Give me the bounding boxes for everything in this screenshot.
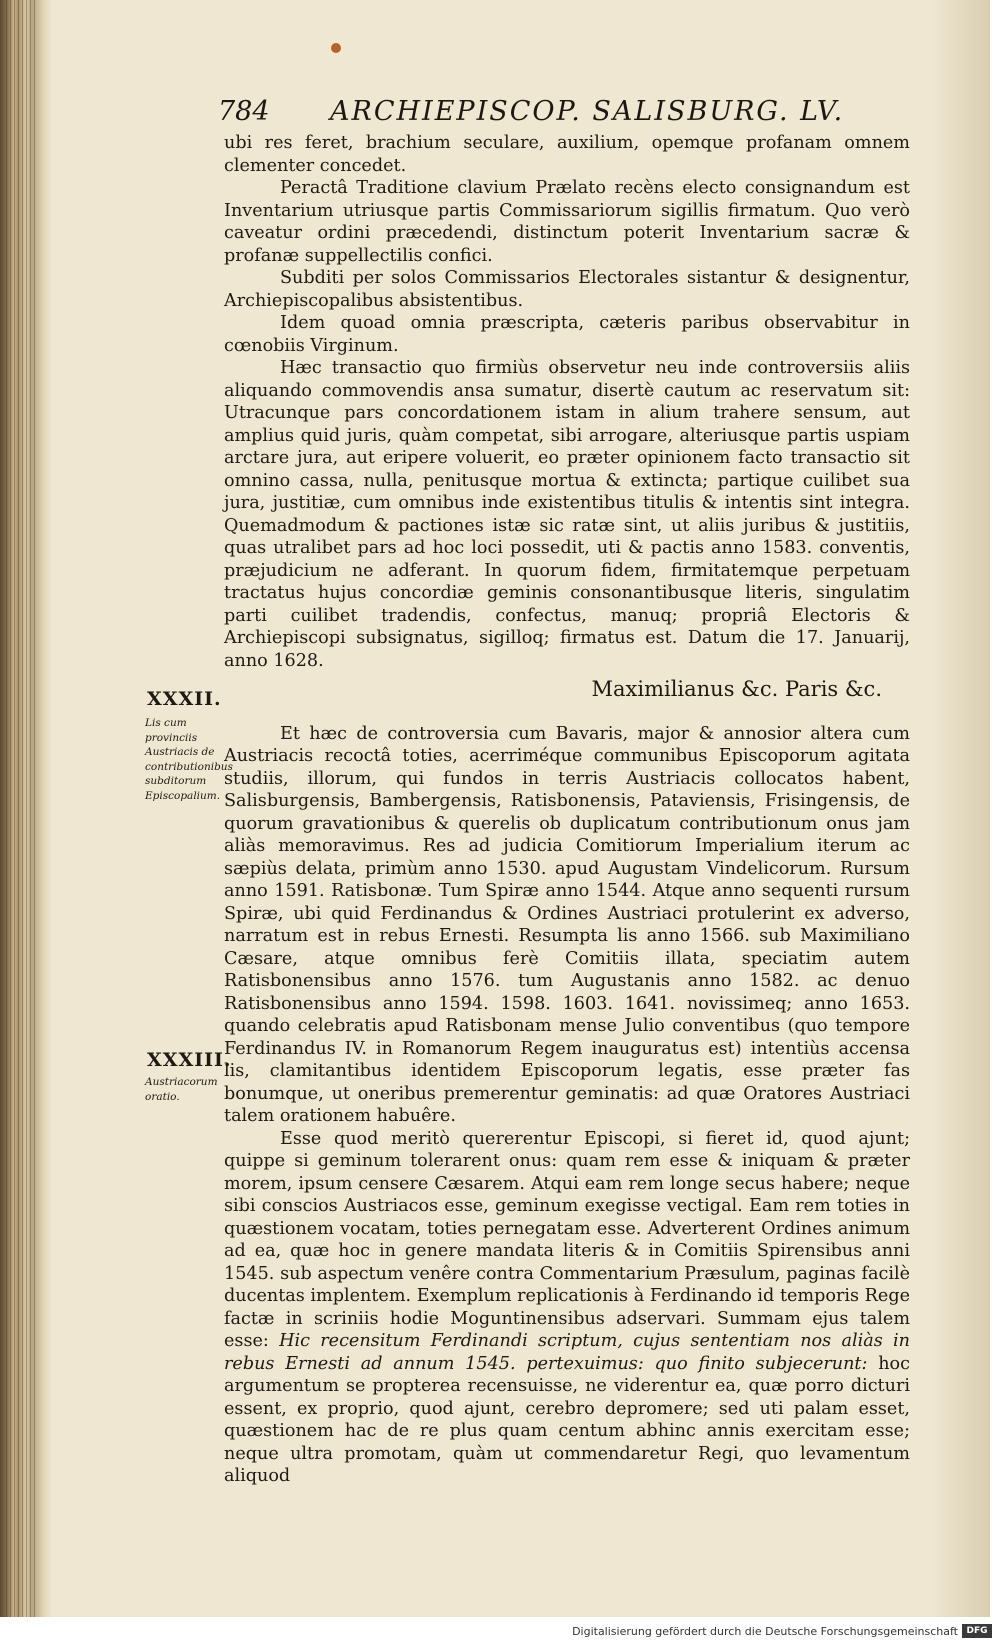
margin-note-32: Lis cum provinciis Austriacis de contributionibus subditorum Episcopalium. (145, 717, 233, 802)
running-head: ARCHIEPISCOP. SALISBURG. LV. (330, 96, 845, 127)
digitization-credit: Digitalisierung gefördert durch die Deutsche Forschungsgemeinschaft (572, 1625, 958, 1638)
section-number-33: XXXIII. (147, 1049, 232, 1071)
paragraph: Subditi per solos Commissarios Electorales sistantur & designentur, Archiepiscopalibus absistentibus. (224, 268, 910, 311)
footer-bar (0, 1620, 1000, 1645)
paragraph-section-32: Et hæc de controversia cum Bavaris, major & annosior altera cum Austriacis recoctâ toties, acerriméque communibus Episcoporum agitata studiis, illorum, qui fundos in terris Austriacis collocatos habent, Salisburgensis, Bambergensis, Ratisbonensis, Pataviensis, Frisingensis, de quorum gravationibus & querelis ob duplicatum contributionum onus jam aliàs memoravimus. Res ad judicia Comitiorum Imperialium iterum ac sæpiùs delata, primùm anno 1530. apud Augustam Vindelicorum. Rursum anno 1591. Ratisbonæ. Tum Spiræ anno 1544. Atque anno sequenti rursum Spiræ, ubi quid Ferdinandus & Ordines Austriaci protulerint ex adverso, narratum est in rebus Ernesti. Resumpta lis anno 1566. sub Maximiliano Cæsare, atque omnibus ferè Comitiis illata, speciatim autem Ratisbonensibus anno 1576. tum Augustanis anno 1582. ac denuo Ratisbonensibus anno 1594. 1598. 1603. 1641. novissimeq; anno 1653. quando celebratis apud Ratisbonam mense Julio conventibus (quo tempore Ferdinandus IV. in Romanorum Regem inauguratus est) intentiùs accensa lis, clamitantibus identidem Episcoporum legatis, esse præter fas bonumque, ut oneribus premerentur geminatis: ad quæ Oratores Austriaci talem orationem habuêre. (224, 723, 910, 1126)
paragraph: Idem quoad omnia præscripta, cæteris paribus observabitur in cœnobiis Virginum. (224, 313, 910, 356)
paragraph: Hæc transactio quo firmiùs observetur neu inde controversiis aliis aliquando commovendis ansa sumatur, disertè cautum ac reservatum sit: Utracunque pars concordationem istam in alium trahere sensum, aut amplius quid juris, quàm competat, sibi arrogare, alteriusque partis uspiam arctare jura, aut eripere voluerit, eo præter opinionem facto transactio sit omnino cassa, nulla, penitusque mortua & extincta; partique cuilibet sua jura, justitiæ, cum omnibus inde existentibus titulis & intentis sint integra. Quemadmodum & pactiones istæ sic ratæ sint, ut aliis juribus & justitiis, quas utralibet pars ad hoc loci possedit, uti & pactis anno 1583. conventis, præjudicium ne adferant. In quorum fidem, firmitatemque perpetuam tractatus hujus concordiæ geminis consonantibusque literis, singulatim parti cuilibet tradendis, confectus, manuq; propriâ Electoris & Archiepiscopi subsignatus, sigilloq; firmatus est. Datum die 17. Januarij, anno 1628. (224, 358, 910, 671)
margin-note-33: Austriacorum oratio. (145, 1076, 218, 1103)
binding-page-edges (6, 0, 36, 1617)
page-header (218, 96, 908, 136)
dfg-logo: DFG (962, 1624, 992, 1638)
ink-stain-mark (331, 43, 341, 53)
paragraph-section-33 (224, 1128, 910, 1488)
section-33-italic-text: Hic recensitum Ferdinandi scriptum, cujus sententiam nos aliàs in rebus Ernesti ad annum 1545. pertexuimus: quo finito subjecerunt: (224, 1331, 910, 1374)
signature-line: Maximilianus &c. Paris &c. (591, 677, 882, 701)
section-33-text: Esse quod meritò quererentur Episcopi, si fieret id, quod ajunt; quippe si geminum tolerarent onus: quam rem esse & iniquam & præter morem, ipsum censere Cæsarem. Atqui eam rem longe secus habere; neque sibi conscios Austriacos esse, geminum exegisse vectigal. Eam rem toties in quæstionem vocatam, toties pernegatam esse. Adverterent Ordines animum ad ea, quæ hoc in genere mandata literis & in Comitiis Spirensibus anni 1545. sub aspectum venêre contra Commentarium Præsulum, paginas facilè ducentas implentem. Exemplum replicationis à Ferdinando id temporis Rege factæ in scriniis hodie Moguntinensibus adservari. Summam ejus talem esse: (224, 1128, 910, 1351)
paragraph: ubi res feret, brachium seculare, auxilium, opemque profanam omnem clementer concedet. (224, 133, 910, 176)
page-shadow (930, 0, 990, 1617)
body-text (224, 132, 910, 1488)
paragraph: Peractâ Traditione clavium Prælato recèns electo consignandum est Inventarium utriusque partis Commissariorum sigillis firmatum. Quo verò caveatur ordini præcedendi, distinctum poterit Inventarium sacræ & profanæ suppellectilis confici. (224, 178, 910, 266)
section-33-text-continued: hoc argumentum se propterea recensuisse, ne viderentur ea, quæ porro dicturi essent, ex proprio, quod ajunt, cerebro depromere; sed uti palam esset, quæstionem hac de re plus quam centum abhinc annis exercitam esse; neque ultra promotam, quàm ut commendaretur Regi, quo levamentum aliquod (224, 1353, 910, 1486)
book-binding (0, 0, 52, 1617)
section-number-32: XXXII. (147, 688, 222, 710)
page-number: 784 (218, 96, 270, 127)
